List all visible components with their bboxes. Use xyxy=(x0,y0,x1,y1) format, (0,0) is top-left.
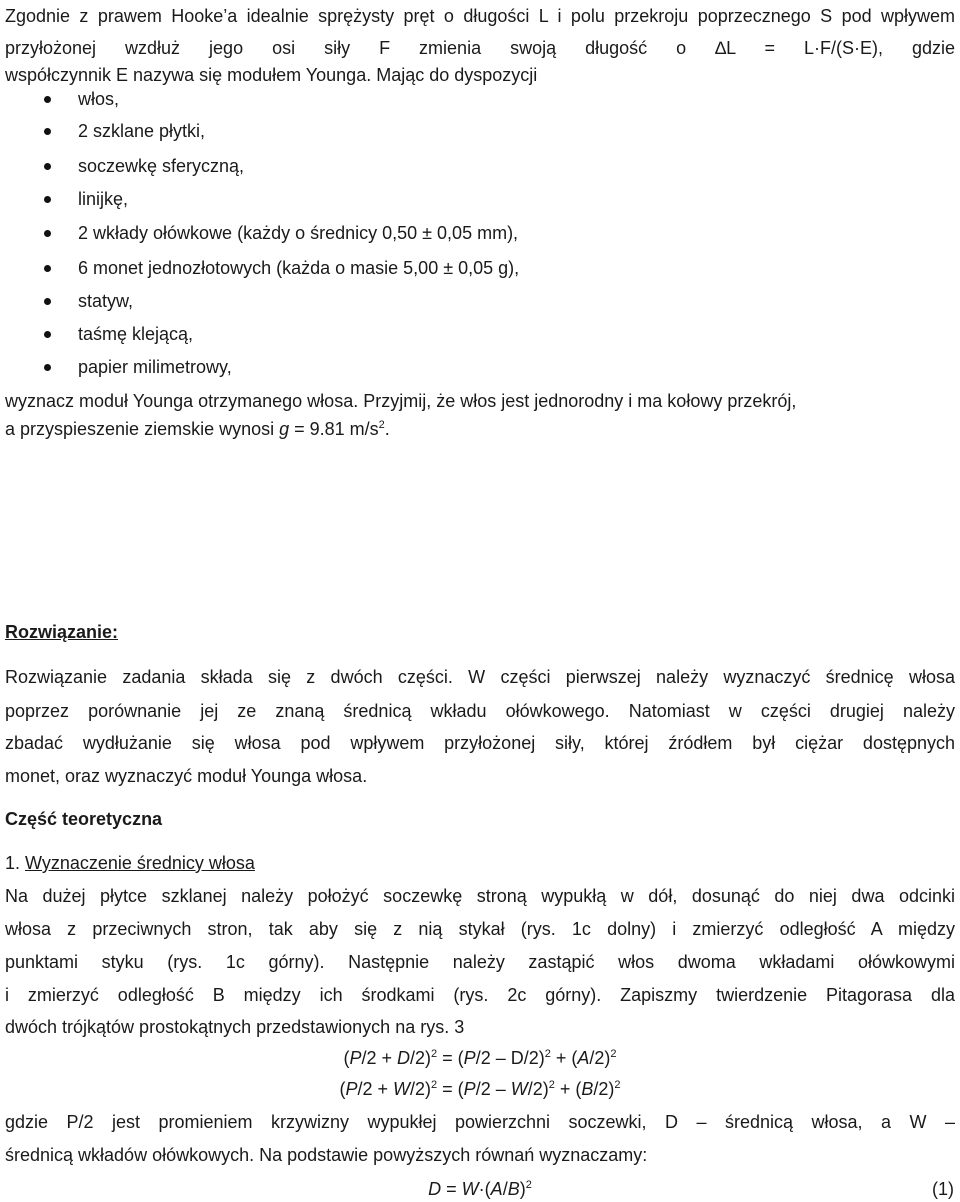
solution-heading: Rozwiązanie: xyxy=(5,622,119,642)
task-line: wyznacz moduł Younga otrzymanego włosa. Przyjmij, że włos jest jednorodny i ma kołowy przekrój, xyxy=(5,391,797,411)
bullet-icon xyxy=(44,96,51,103)
bullet-icon xyxy=(44,298,51,305)
intro-last-line: współczynnik E nazywa się modułem Younga. Mając do dyspozycji xyxy=(5,65,538,85)
paragraph-line: Na dużej płytce szklanej należy położyć soczewkę stroną wypukłą w dół, dosunąć do niej dwa odcinki xyxy=(5,886,955,906)
theory-heading: Część teoretyczna xyxy=(5,809,163,829)
paragraph-line: i zmierzyć odległość B między ich środkami (rys. 2c górny). Zapiszmy twierdzenie Pitagorasa dla xyxy=(5,985,955,1005)
bullet-icon xyxy=(44,364,51,371)
bullet-icon xyxy=(44,128,51,135)
paragraph-line: dwóch trójkątów prostokątnych przedstawionych na rys. 3 xyxy=(5,1017,465,1037)
equation-3: $D = W\cdot(A/B)^2$ xyxy=(428,1179,532,1199)
document-page: Zgodnie z prawem Hooke’a idealnie sprężysty pręt o długości L i polu przekroju poprzecznego S pod wpływem przyłożonej wzdłuż jego osi siły F zmienia swoją długość o ∆L = L·F/(S·E), gdzie współczynnik E nazywa się modułem Younga. Mając do dyspozycji włos, 2 szklane płytki, soczewkę sferyczną, linijkę, 2 wkłady ołówkowe (każdy o średnicy 0,50 ± 0,05 mm), 6 monet jednozłotowych (każda o masie 5,00 ± 0,05 g), statyw, taśmę klejącą, papier milimetrowy, wyznacz moduł Younga otrzymanego włosa. Przyjmij, że włos jest jednorodny i ma kołowy przekrój, a przyspieszenie ziemskie wynosi g = 9.81 $m/s^2$. Rozwiązanie: Rozwiązanie zadania składa się z dwóch części. W części pierwszej należy wyznaczyć średnicę włosa poprzez porównanie jej ze znaną średnicą wkładu ołówkowego. Natomiast w części drugiej należy zbadać wydłużanie się włosa pod wpływem przyłożonej siły, której źródłem był ciężar dostępnych monet, oraz wyznaczyć moduł Younga włosa. Część teoretyczna 1. Wyznaczenie średnicy włosa Na dużej płytce szklanej należy położyć soczewkę stroną wypukłą w dół, dosunąć do niej dwa odcinki włosa z przeciwnych stron, tak aby się z nią stykał (rys. 1c dolny) i zmierzyć odległość A między punktami styku (rys. 1c górny). Następnie należy zastąpić włos dwoma wkładami ołówkowymi i zmierzyć odległość B między ich środkami (rys. 2c górny). Zapiszmy twierdzenie Pitagorasa dla dwóch trójkątów prostokątnych przedstawionych na rys. 3 $(P/2 + D/2)^2 = (P/2 - D/2)^2 + (A/2)^2$ $(P/2 + W/2)^2 = (P/2 - W/2)^2 + (B/2)^2$ gdzie P/2 jest promieniem krzywizny wypukłej powierzchni soczewki, D – średnicą włosa, a W – średnicą wkładów ołówkowych. Na podstawie powyższych równań wyznaczamy: $D = W\cdot(A/B)^2$ (1) xyxy=(0,0,960,1202)
equation-1: $(P/2 + D/2)^2 = (P/2 - D/2)^2 + (A/2)^2$ xyxy=(343,1048,617,1068)
bullet-icon xyxy=(44,265,51,272)
paragraph-line: monet, oraz wyznaczyć moduł Younga włosa. xyxy=(5,766,368,786)
bullet-icon xyxy=(44,331,51,338)
bullet-icon xyxy=(44,230,51,237)
equation-2: $(P/2 + W/2)^2 = (P/2 - W/2)^2 + (B/2)^2$ xyxy=(339,1079,621,1099)
bullet-icon xyxy=(44,196,51,203)
paragraph-line: gdzie P/2 jest promieniem krzywizny wypukłej powierzchni soczewki, D – średnicą włosa, a W – xyxy=(5,1112,955,1132)
intro-paragraph: Zgodnie z prawem Hooke’a idealnie sprężysty pręt o długości L i polu przekroju poprzecznego S pod wpływem przyłożonej wzdłuż jego osi siły F zmienia swoją długość o ∆L = L·F/(S·E), gdzie xyxy=(5,6,955,58)
section-title: 1. Wyznaczenie średnicy włosa xyxy=(5,853,255,873)
task-line: a przyspieszenie ziemskie wynosi g = 9.81 $m/s^2$. xyxy=(5,419,390,439)
paragraph-line: poprzez porównanie jej ze znaną średnicą wkładu ołówkowego. Natomiast w części drugiej należy xyxy=(5,701,955,721)
paragraph-line: średnicą wkładów ołówkowych. Na podstawie powyższych równań wyznaczamy: xyxy=(5,1145,648,1165)
bullet-icon xyxy=(44,163,51,170)
paragraph-line: włosa z przeciwnych stron, tak aby się z nią stykał (rys. 1c dolny) i zmierzyć odległość A między xyxy=(5,919,955,939)
paragraph-line: zbadać wydłużanie się włosa pod wpływem przyłożonej siły, której źródłem był ciężar dostępnych xyxy=(5,733,955,753)
paragraph-line: Rozwiązanie zadania składa się z dwóch części. W części pierwszej należy wyznaczyć średnicę włosa xyxy=(5,667,955,687)
equation-number: (1) xyxy=(932,1179,954,1199)
paragraph-line: punktami styku (rys. 1c górny). Następnie należy zastąpić włos dwoma wkładami ołówkowymi xyxy=(5,952,955,972)
